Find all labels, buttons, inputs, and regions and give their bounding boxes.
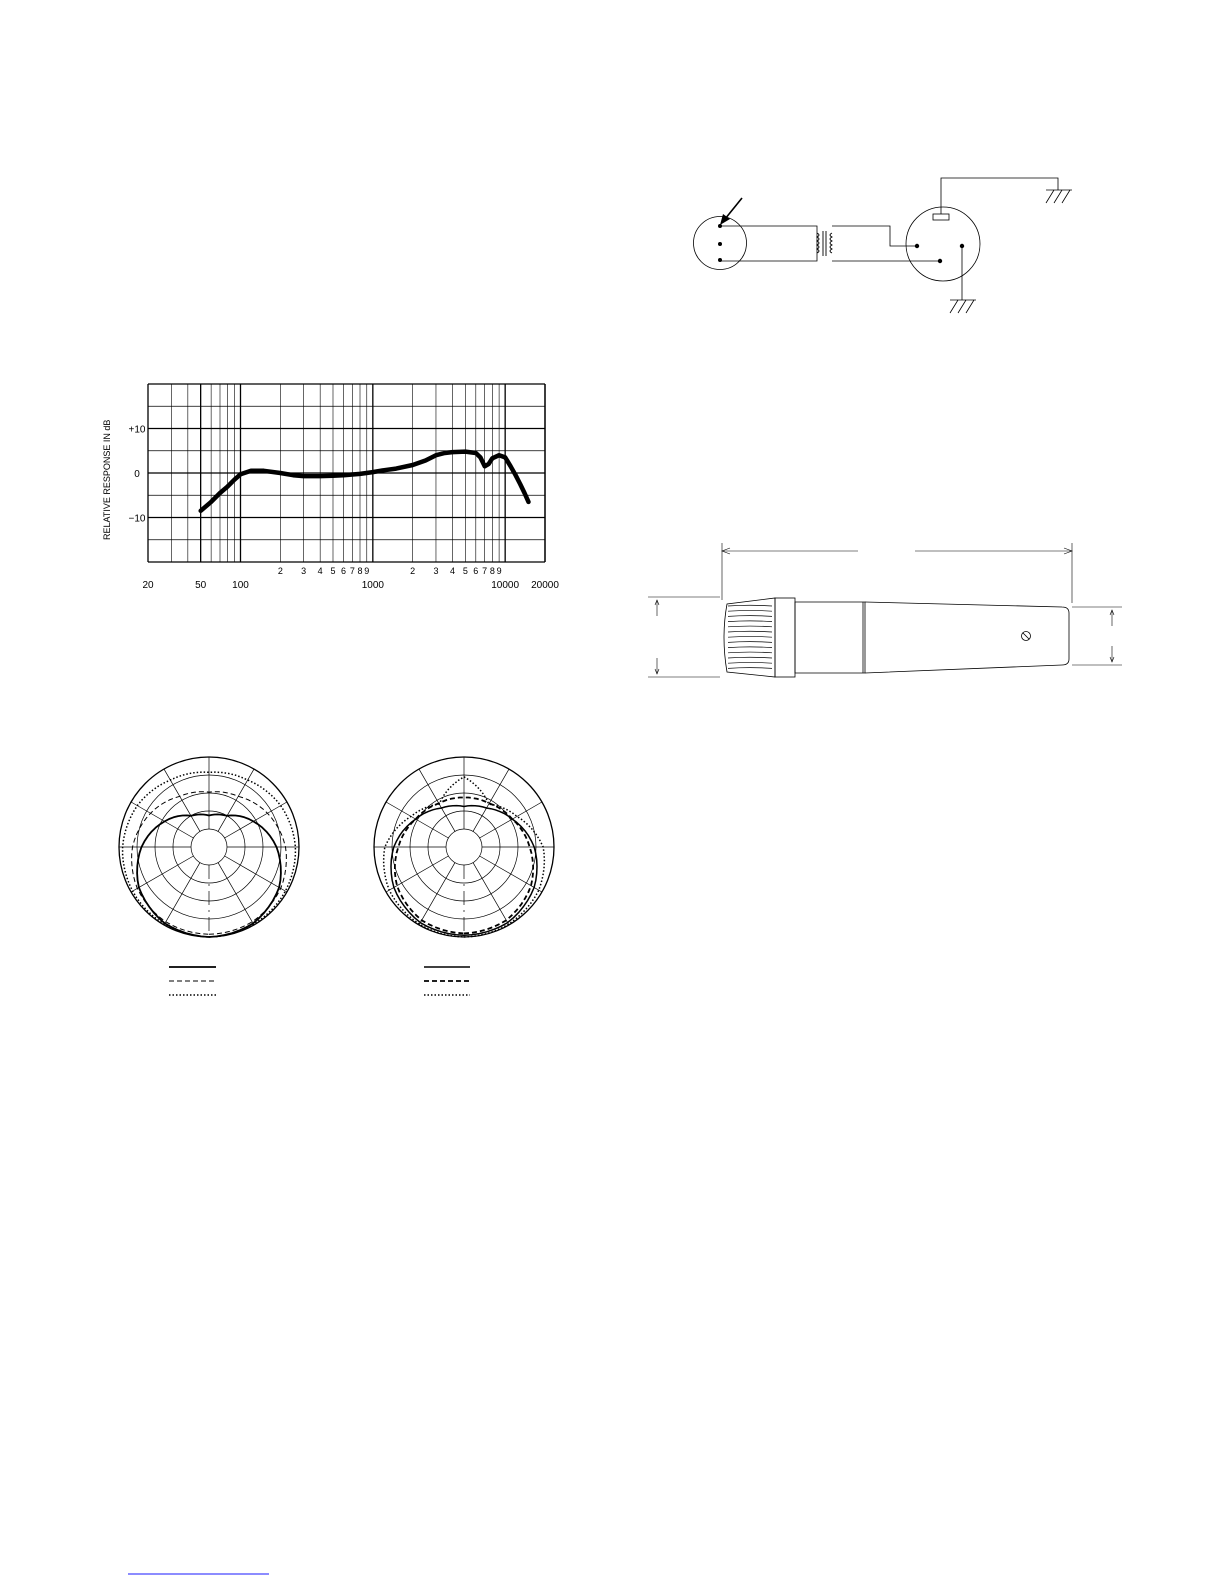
frequency-chart-x-tick-label: 1000: [361, 580, 384, 591]
polar-legend-left: [169, 967, 216, 995]
grille-slot: [728, 642, 772, 643]
output-pin-dot-left: [915, 244, 919, 248]
grille-slot: [728, 647, 772, 648]
frequency-chart-x-tick-label: 6: [473, 566, 479, 576]
grille-slot: [728, 605, 772, 606]
grille-slot: [728, 662, 772, 663]
frequency-chart-x-tick-label: 9: [496, 566, 502, 576]
frequency-chart-x-tick-label: 2: [277, 566, 283, 576]
polar-spoke: [131, 856, 193, 892]
ground-wire-top: [941, 178, 1058, 214]
frequency-chart-x-tick-label: 20000: [531, 580, 559, 591]
frequency-chart-x-tick-label: 6: [340, 566, 346, 576]
ground-symbol-bottom: [950, 300, 976, 313]
grille-slot: [728, 621, 772, 622]
grille-slot: [728, 616, 772, 617]
polar-spoke: [164, 863, 200, 925]
frequency-chart-x-tick-label: 7: [482, 566, 488, 576]
grille-slots: [728, 605, 772, 668]
polar-spoke: [225, 856, 287, 892]
polar-pattern-left: [119, 757, 299, 937]
frequency-chart-x-tick-label: 100: [232, 580, 249, 591]
microphone-dimension-drawing: [648, 543, 1122, 677]
frequency-response-line: [201, 452, 529, 511]
grille: [724, 598, 775, 677]
grille-slot: [728, 631, 772, 632]
frequency-chart-y-axis-label: RELATIVE RESPONSE IN dB: [102, 419, 112, 540]
polar-ring: [191, 829, 227, 865]
frequency-chart-y-tick-label: +10: [128, 424, 146, 436]
frequency-chart-x-tick-label: 8: [489, 566, 495, 576]
polar-ring: [446, 829, 482, 865]
pin-2-dot: [718, 242, 722, 246]
frequency-chart-x-tick-label: 5: [462, 566, 468, 576]
handle: [865, 602, 1069, 673]
polar-spoke: [419, 769, 455, 831]
length-dimension-line: [722, 543, 1072, 603]
frequency-chart-x-tick-label: 3: [301, 566, 307, 576]
lead-wire-2: [832, 226, 917, 246]
microphone-body: [724, 598, 1069, 677]
lead-wire-1: [720, 226, 817, 261]
grille-slot: [728, 626, 772, 627]
handle-diameter-dimension: [1072, 607, 1122, 665]
grille-slot: [728, 652, 772, 653]
polar-legend-right: [424, 967, 470, 995]
polar-spoke: [473, 769, 509, 831]
frequency-chart-x-tick-label: 4: [449, 566, 456, 576]
output-pin-dot-bottom: [938, 259, 942, 263]
frequency-chart-x-tick-label: 7: [349, 566, 355, 576]
polar-spoke: [473, 863, 509, 925]
frequency-chart-x-tick-label: 5: [330, 566, 336, 576]
ground-pin: [933, 214, 949, 220]
frequency-response-chart: [102, 384, 559, 591]
grille-slot: [728, 636, 772, 637]
head-diameter-dimension: [648, 597, 720, 677]
grille-ring: [775, 598, 795, 677]
grille-slot: [728, 657, 772, 658]
grille-slot: [728, 668, 772, 669]
transformer: [817, 231, 832, 256]
frequency-chart-x-tick-label: 50: [195, 580, 207, 591]
polar-spoke: [480, 802, 542, 838]
frequency-chart-x-tick-label: 8: [357, 566, 363, 576]
polar-spoke: [218, 863, 254, 925]
frequency-chart-x-tick-label: 3: [433, 566, 439, 576]
frequency-chart-y-tick-label: 0: [134, 469, 140, 480]
polar-spoke: [386, 802, 448, 838]
polar-pattern-right: [374, 757, 554, 937]
frequency-chart-x-tick-label: 9: [364, 566, 370, 576]
wiring-diagram: [694, 178, 1073, 313]
polar-spoke: [419, 863, 455, 925]
pin-arrow: [725, 198, 742, 219]
ground-symbol-top: [1046, 190, 1072, 203]
frequency-chart-x-tick-label: 20: [142, 580, 154, 591]
polar-spoke: [225, 802, 287, 838]
frequency-chart-x-tick-label: 4: [317, 566, 323, 576]
barrel: [795, 602, 865, 673]
polar-spoke: [131, 802, 193, 838]
frequency-chart-ticks: [129, 425, 560, 592]
grille-slot: [728, 610, 772, 611]
frequency-chart-y-tick-label: −10: [128, 513, 146, 525]
frequency-chart-x-tick-label: 2: [410, 566, 416, 576]
frequency-chart-x-tick-label: 10000: [491, 580, 520, 591]
